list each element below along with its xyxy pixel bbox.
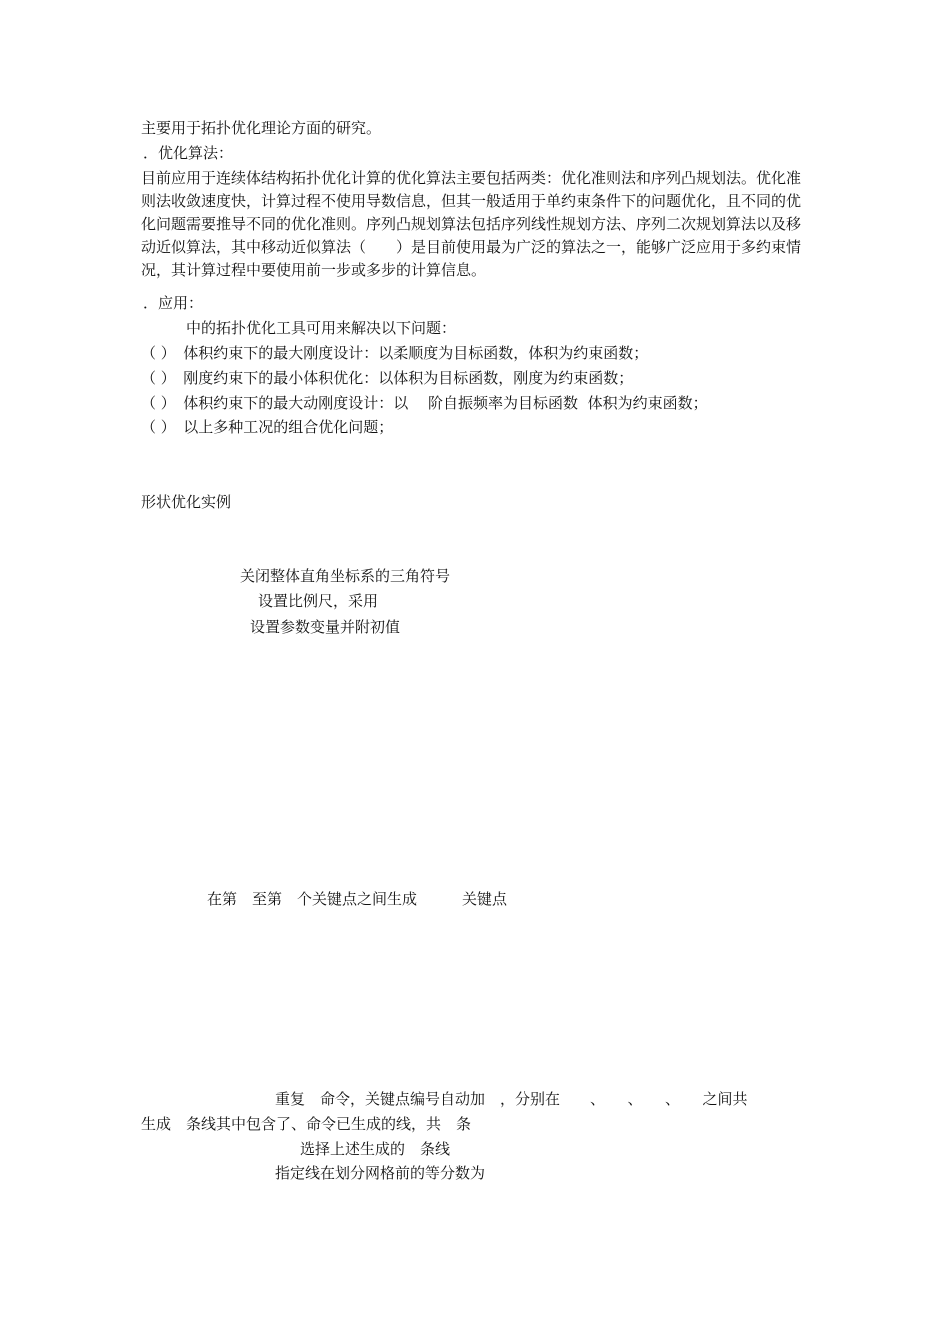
application-lead: 中的拓扑优化工具可用来解决以下问题： — [186, 319, 457, 337]
application-item: （ ） 以上多种工况的组合优化问题； — [141, 418, 394, 436]
heading-algorithms: ．优化算法： — [143, 144, 234, 162]
step-text: 设置参数变量并附初值 — [250, 618, 401, 636]
step-text: 生成 条线其中包含了、命令已生成的线，共 条 — [141, 1115, 472, 1133]
step-text: 重复 命令，关键点编号自动加 ，分别在 、 、 、 之间共 — [275, 1090, 748, 1108]
step-text: 设置比例尺，采用 — [258, 592, 379, 610]
application-item: （ ） 刚度约束下的最小体积优化：以体积为目标函数，刚度为约束函数； — [141, 369, 634, 387]
step-text: 关闭整体直角坐标系的三角符号 — [240, 567, 451, 585]
intro-line: 主要用于拓扑优化理论方面的研究。 — [141, 119, 382, 137]
step-text: 指定线在划分网格前的等分数为 — [275, 1164, 486, 1182]
step-text: 选择上述生成的 条线 — [300, 1140, 451, 1158]
heading-application: ．应用： — [143, 294, 204, 312]
application-item: （ ） 体积约束下的最大刚度设计：以柔顺度为目标函数，体积为约束函数； — [141, 344, 649, 362]
section-title: 形状优化实例 — [141, 493, 232, 511]
algorithms-paragraph: 目前应用于连续体结构拓扑优化计算的优化算法主要包括两类：优化准则法和序列凸规划法。优化准则法收敛速度快，计算过程不使用导数信息，但其一般适用于单约束条件下的问题优化，且不同的优化问题需要推导不同的优化准则。序列凸规划算法包括序列线性规划方法、序列二次规划算法以及移动近似算法，其中移动近似算法（ ）是目前使用最为广泛的算法之一，能够广泛应用于多约束情况，其计算过程中要使用前一步或多步的计算信息。 — [141, 169, 802, 279]
application-item: （ ） 体积约束下的最大动刚度设计：以 阶自振频率为目标函数 体积为约束函数； — [141, 394, 708, 412]
step-text: 在第 至第 个关键点之间生成 关键点 — [207, 890, 508, 908]
